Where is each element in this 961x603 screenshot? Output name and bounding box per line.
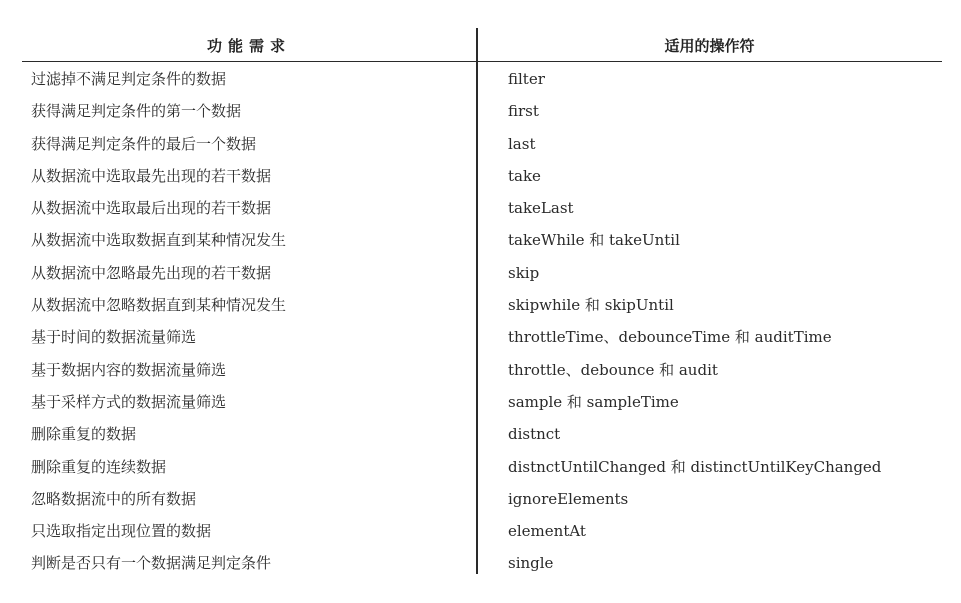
requirement-cell: 基于时间的数据流量筛选	[31, 328, 197, 347]
table-row	[22, 386, 942, 418]
header-operator: 适用的操作符	[664, 37, 755, 55]
requirement-cell: 基于数据内容的数据流量筛选	[31, 360, 227, 379]
operator-cell: first	[508, 102, 539, 121]
table-body	[22, 63, 942, 580]
operator-cell: last	[508, 134, 536, 153]
table-row	[22, 192, 942, 224]
requirement-cell: 从数据流中忽略最先出现的若干数据	[31, 263, 272, 282]
requirement-cell: 从数据流中忽略数据直到某种情况发生	[31, 296, 287, 315]
table-row	[22, 547, 942, 579]
requirement-cell: 从数据流中选取最先出现的若干数据	[31, 166, 272, 185]
requirement-cell: 从数据流中选取最后出现的若干数据	[31, 199, 272, 218]
requirement-cell: 获得满足判定条件的第一个数据	[31, 102, 242, 121]
header-requirement: 功能需求	[206, 37, 291, 55]
table-header	[22, 28, 942, 62]
table-row	[22, 224, 942, 256]
requirement-cell: 判断是否只有一个数据满足判定条件	[31, 554, 272, 573]
table-row	[22, 515, 942, 547]
operator-cell: sample 和 sampleTime	[508, 392, 679, 411]
operator-cell: single	[508, 554, 554, 573]
table-row	[22, 160, 942, 192]
operator-cell: skipwhile 和 skipUntil	[508, 296, 674, 315]
table-row	[22, 483, 942, 515]
requirement-cell: 删除重复的连续数据	[31, 457, 167, 476]
operator-cell: takeWhile 和 takeUntil	[508, 231, 680, 250]
operator-cell: ignoreElements	[508, 489, 629, 508]
operator-cell: skip	[508, 263, 540, 282]
requirement-cell: 删除重复的数据	[31, 425, 137, 444]
operator-cell: distnctUntilChanged 和 distinctUntilKeyChanged	[508, 457, 882, 476]
operator-cell: takeLast	[508, 199, 574, 218]
table-row	[22, 95, 942, 127]
table-row	[22, 451, 942, 483]
table-row	[22, 63, 942, 95]
requirement-cell: 基于采样方式的数据流量筛选	[31, 392, 227, 411]
requirement-cell: 从数据流中选取数据直到某种情况发生	[31, 231, 287, 250]
table-row	[22, 321, 942, 353]
table-row	[22, 128, 942, 160]
operator-cell: elementAt	[508, 522, 586, 541]
requirement-cell: 获得满足判定条件的最后一个数据	[31, 134, 257, 153]
requirement-cell: 过滤掉不满足判定条件的数据	[31, 70, 227, 88]
requirement-cell: 忽略数据流中的所有数据	[31, 489, 197, 508]
table-row	[22, 418, 942, 450]
operator-cell: throttleTime、debounceTime 和 auditTime	[508, 328, 832, 347]
requirement-cell: 只选取指定出现位置的数据	[31, 522, 212, 541]
table-row	[22, 257, 942, 289]
column-divider	[476, 28, 478, 574]
operator-cell: distnct	[508, 425, 561, 444]
operator-cell: throttle、debounce 和 audit	[508, 360, 718, 379]
operator-cell: take	[508, 166, 541, 185]
operator-cell: filter	[508, 70, 545, 88]
table-row	[22, 289, 942, 321]
operator-table	[22, 28, 942, 580]
table-row	[22, 354, 942, 386]
